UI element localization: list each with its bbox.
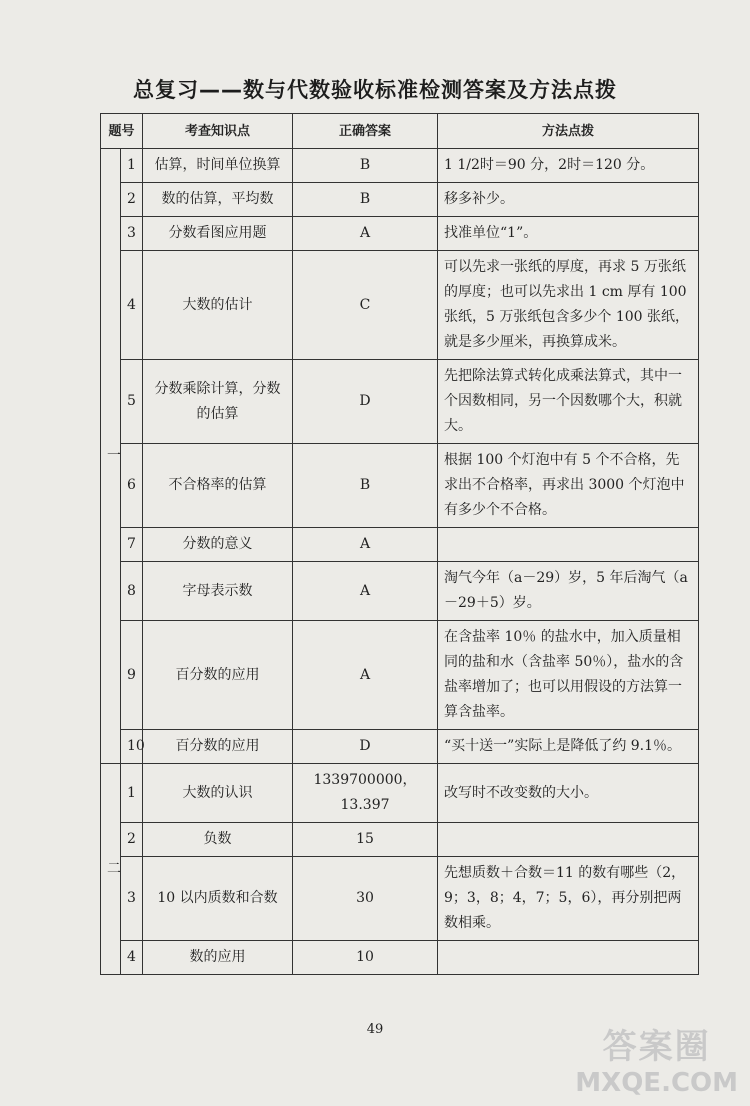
knowledge-point: 不合格率的估算 xyxy=(143,444,293,528)
answer-table xyxy=(100,113,699,975)
correct-answer: A xyxy=(293,217,438,251)
question-number: 2 xyxy=(121,183,143,217)
knowledge-point: 字母表示数 xyxy=(143,562,293,621)
part-label: 二 xyxy=(101,764,121,975)
correct-answer: 15 xyxy=(293,823,438,857)
method-tip: “买十送一”实际上是降低了约 9.1％。 xyxy=(438,730,699,764)
watermark-en: MXQE.COM xyxy=(575,1068,738,1098)
table-row xyxy=(101,857,699,941)
question-number: 2 xyxy=(121,823,143,857)
method-tip: 移多补少。 xyxy=(438,183,699,217)
header-topic: 考查知识点 xyxy=(143,114,293,149)
question-number: 3 xyxy=(121,857,143,941)
correct-answer: B xyxy=(293,149,438,183)
table-row xyxy=(101,941,699,975)
question-number: 4 xyxy=(121,251,143,360)
header-num: 题号 xyxy=(101,114,143,149)
method-tip: 根据 100 个灯泡中有 5 个不合格，先求出不合格率，再求出 3000 个灯泡中有多少个不合格。 xyxy=(438,444,699,528)
question-number: 10 xyxy=(121,730,143,764)
knowledge-point: 分数看图应用题 xyxy=(143,217,293,251)
correct-answer: B xyxy=(293,183,438,217)
question-number: 1 xyxy=(121,764,143,823)
page-number: 49 xyxy=(366,1022,384,1037)
correct-answer: 1339700000，13.397 xyxy=(293,764,438,823)
correct-answer: C xyxy=(293,251,438,360)
correct-answer: D xyxy=(293,360,438,444)
part-label: 一 xyxy=(101,149,121,764)
knowledge-point: 百分数的应用 xyxy=(143,730,293,764)
method-tip: 改写时不改变数的大小。 xyxy=(438,764,699,823)
knowledge-point: 百分数的应用 xyxy=(143,621,293,730)
table-row xyxy=(101,360,699,444)
table-row xyxy=(101,764,699,823)
table-header-row xyxy=(101,114,699,149)
correct-answer: A xyxy=(293,562,438,621)
method-tip: 先把除法算式转化成乘法算式，其中一个因数相同，另一个因数哪个大，积就大。 xyxy=(438,360,699,444)
knowledge-point: 负数 xyxy=(143,823,293,857)
question-number: 6 xyxy=(121,444,143,528)
correct-answer: B xyxy=(293,444,438,528)
method-tip xyxy=(438,528,699,562)
table-row xyxy=(101,621,699,730)
method-tip: 先想质数＋合数＝11 的数有哪些（2，9；3，8；4，7；5，6），再分别把两数相乘。 xyxy=(438,857,699,941)
method-tip: 可以先求一张纸的厚度，再求 5 万张纸的厚度；也可以先求出 1 cm 厚有 100 张纸，5 万张纸包含多少个 100 张纸，就是多少厘米，再换算成米。 xyxy=(438,251,699,360)
question-number: 4 xyxy=(121,941,143,975)
question-number: 3 xyxy=(121,217,143,251)
header-answer: 正确答案 xyxy=(293,114,438,149)
correct-answer: 30 xyxy=(293,857,438,941)
method-tip: 淘气今年（a－29）岁，5 年后淘气（a－29＋5）岁。 xyxy=(438,562,699,621)
question-number: 7 xyxy=(121,528,143,562)
table-row xyxy=(101,562,699,621)
knowledge-point: 大数的认识 xyxy=(143,764,293,823)
method-tip xyxy=(438,941,699,975)
knowledge-point: 10 以内质数和合数 xyxy=(143,857,293,941)
table-row xyxy=(101,528,699,562)
table-row xyxy=(101,823,699,857)
question-number: 5 xyxy=(121,360,143,444)
method-tip: 1 1/2时＝90 分，2时＝120 分。 xyxy=(438,149,699,183)
watermark-cn: 答案圈 xyxy=(602,1027,711,1067)
knowledge-point: 数的应用 xyxy=(143,941,293,975)
table-row xyxy=(101,217,699,251)
method-tip: 在含盐率 10％ 的盐水中，加入质量相同的盐和水（含盐率 50％），盐水的含盐率增加了；也可以用假设的方法算一算含盐率。 xyxy=(438,621,699,730)
question-number: 1 xyxy=(121,149,143,183)
correct-answer: 10 xyxy=(293,941,438,975)
page-title: 总复习——数与代数验收标准检测答案及方法点拨 xyxy=(133,78,617,102)
correct-answer: A xyxy=(293,621,438,730)
correct-answer: D xyxy=(293,730,438,764)
watermark-logo xyxy=(575,1027,738,1098)
question-number: 8 xyxy=(121,562,143,621)
table-body xyxy=(101,149,699,975)
correct-answer: A xyxy=(293,528,438,562)
table-row xyxy=(101,251,699,360)
knowledge-point: 估算，时间单位换算 xyxy=(143,149,293,183)
knowledge-point: 大数的估计 xyxy=(143,251,293,360)
knowledge-point: 数的估算，平均数 xyxy=(143,183,293,217)
method-tip: 找准单位“1”。 xyxy=(438,217,699,251)
table-row xyxy=(101,444,699,528)
knowledge-point: 分数的意义 xyxy=(143,528,293,562)
table-row xyxy=(101,149,699,183)
table-row xyxy=(101,730,699,764)
question-number: 9 xyxy=(121,621,143,730)
method-tip xyxy=(438,823,699,857)
header-method: 方法点拨 xyxy=(438,114,699,149)
table-row xyxy=(101,183,699,217)
knowledge-point: 分数乘除计算，分数的估算 xyxy=(143,360,293,444)
